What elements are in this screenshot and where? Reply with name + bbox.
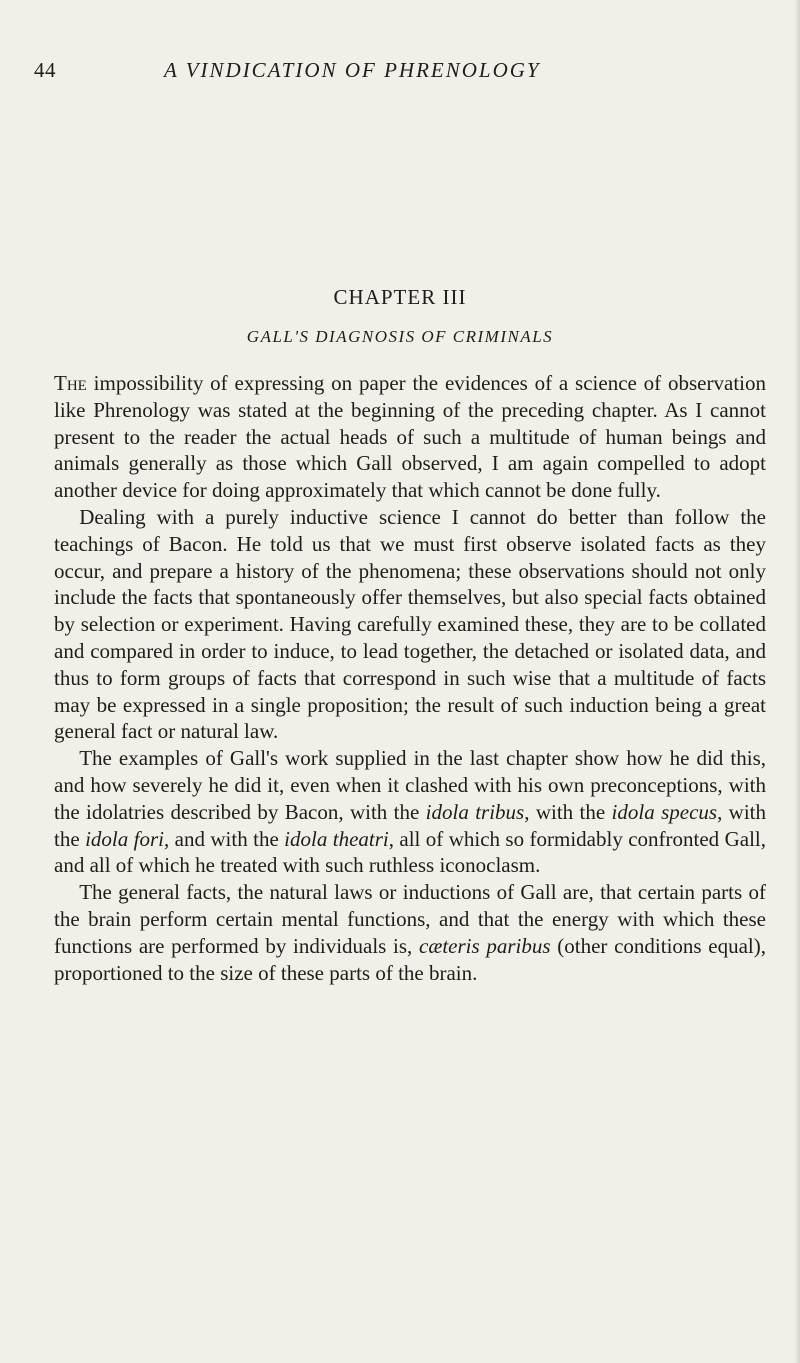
latin-idola-tribus: idola tribus <box>425 799 525 824</box>
latin-idola-specus: idola specus <box>611 799 718 824</box>
paragraph-1-text: impossibility of expressing on paper the evidences of a science of observation like Phrenology was stated at the beginning of the preceding chapter. As I cannot present to the reader the actual heads of such a multitude of human beings and animals generally as those which Gall observed, I am again compelled to adopt another device for doing approximately that which cannot be done fully. <box>54 371 766 503</box>
paragraph-3 <box>54 745 766 879</box>
paragraph-2: Dealing with a purely inductive science I cannot do better than follow the teachings of Bacon. He told us that we must first observe isolated facts as they occur, and prepare a history of the phenomena; these observations should not only include the facts that spontaneously offer themselves, but also special facts obtained by selection or experiment. Having carefully examined these, they are to be collated and compared in order to induce, to lead together, the detached or isolated data, and thus to form groups of facts that correspond in such wise that a multitude of facts may be expressed in a single proposition; the result of such induction being a great general fact or natural law. <box>54 504 766 744</box>
paragraph-lead-word: The <box>54 371 87 395</box>
latin-caeteris-paribus: cæteris paribus <box>419 933 551 958</box>
chapter-subtitle: GALL'S DIAGNOSIS OF CRIMINALS <box>246 327 554 346</box>
running-head <box>34 58 774 88</box>
paragraph-3-text-e: , all of which so formidably confronted Gall, and all of which he treated with such ruthless iconoclasm. <box>54 826 766 878</box>
paragraph-1 <box>54 370 766 504</box>
paragraph-3-text-d: , and with the <box>163 826 285 851</box>
chapter-heading: CHAPTER III <box>333 285 467 309</box>
latin-idola-theatri: idola theatri <box>284 826 389 851</box>
paragraph-4 <box>54 879 766 986</box>
paragraph-4-text-a: The general facts, the natural laws or inductions of Gall are, that certain parts of the brain perform certain mental functions, and that the energy with which these functions are performed by individuals is, <box>54 880 766 958</box>
body-text <box>54 370 766 986</box>
running-title: A VINDICATION OF PHRENOLOGY <box>164 58 541 82</box>
page-number: 44 <box>34 58 56 82</box>
paragraph-3-text-b: , with the <box>524 799 612 824</box>
paragraph-3-text-a: The examples of Gall's work supplied in the last chapter show how he did this, and how severely he did it, even when it clashed with his own preconceptions, with the idolatries described by Bacon, with the <box>54 746 766 824</box>
paragraph-4-text-b: (other conditions equal), proportioned to the size of these parts of the brain. <box>54 933 767 985</box>
latin-idola-fori: idola fori <box>85 826 164 851</box>
paragraph-3-text-c: , with the <box>54 799 767 851</box>
page-edge <box>794 0 800 1363</box>
